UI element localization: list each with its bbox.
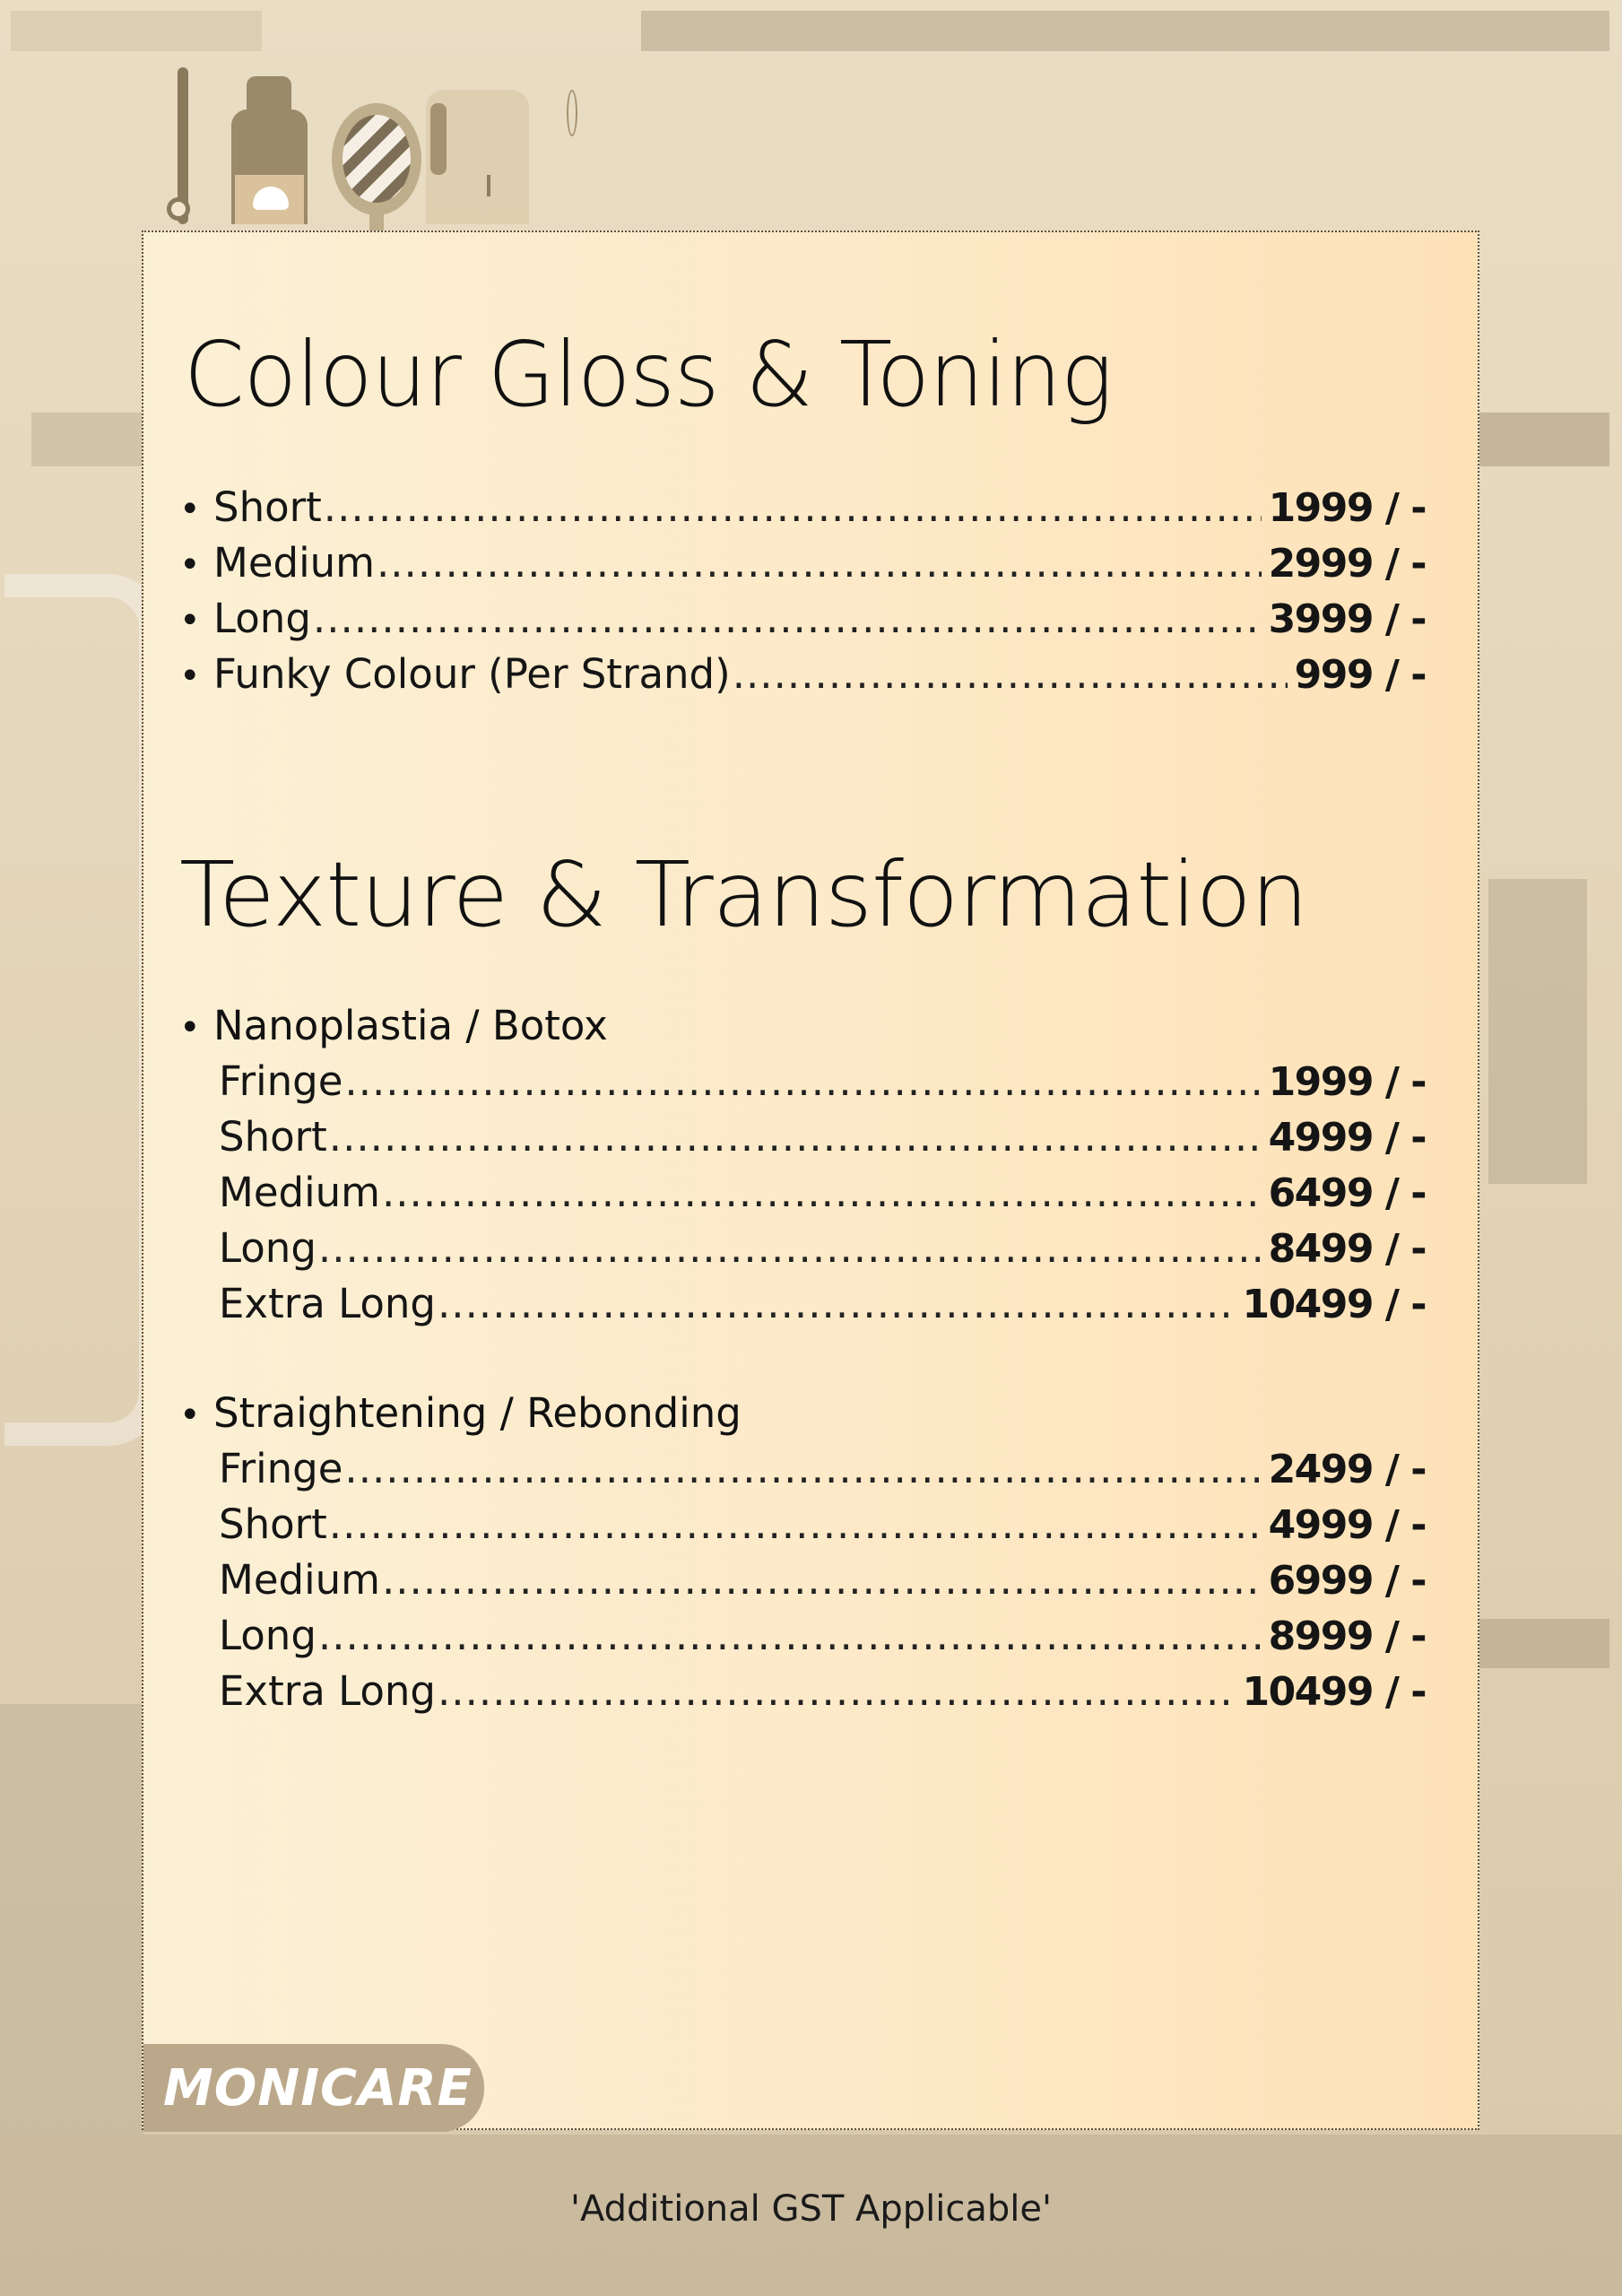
price-row (179, 1667, 1426, 1723)
dot-leader (382, 1169, 1262, 1216)
price-row (179, 650, 1426, 706)
service-label: Long (213, 595, 311, 642)
dot-leader (329, 1500, 1262, 1548)
service-price: 10499 / - (1242, 1669, 1426, 1715)
service-label: Short (219, 1113, 327, 1161)
price-row (179, 595, 1426, 650)
dot-leader (382, 1556, 1262, 1604)
service-label: Extra Long (219, 1280, 436, 1327)
section-title-colour: Colour Gloss & Toning (184, 322, 1113, 427)
service-label: Funky Colour (Per Strand) (213, 650, 731, 698)
dot-leader (733, 650, 1288, 698)
service-label: Medium (219, 1556, 380, 1604)
background-band (1479, 413, 1609, 466)
bottle-cap (247, 76, 291, 112)
service-label: Fringe (219, 1445, 343, 1492)
bullet: • (179, 600, 201, 641)
dot-leader (377, 539, 1262, 587)
service-price: 6999 / - (1268, 1558, 1426, 1604)
price-card (142, 230, 1479, 2130)
service-price: 8499 / - (1268, 1226, 1426, 1272)
price-row (179, 1280, 1426, 1335)
colour-price-list (179, 483, 1426, 706)
mirror-glass (343, 115, 411, 203)
price-row (179, 1057, 1426, 1113)
price-row (179, 1224, 1426, 1280)
price-row (179, 1556, 1426, 1612)
service-label: Extra Long (219, 1667, 436, 1715)
service-label: Long (219, 1612, 317, 1659)
service-label: Short (213, 483, 322, 531)
scissors-ring (167, 197, 190, 221)
bullet: • (179, 1395, 201, 1436)
dot-leader (313, 595, 1262, 642)
service-label: Medium (213, 539, 375, 587)
ring-decoration (567, 90, 577, 136)
dot-leader (438, 1667, 1235, 1715)
service-price: 1999 / - (1268, 485, 1426, 531)
dot-leader (344, 1057, 1261, 1105)
background-band (1479, 1619, 1609, 1668)
service-price: 6499 / - (1268, 1170, 1426, 1216)
dot-leader (318, 1224, 1262, 1272)
service-price: 4999 / - (1268, 1115, 1426, 1161)
service-label: Fringe (219, 1057, 343, 1105)
price-row (179, 1113, 1426, 1169)
background-chair (0, 1704, 143, 2135)
hair-dryer-cord (487, 175, 490, 196)
background-band (31, 413, 143, 466)
bullet: • (179, 544, 201, 586)
group-title (179, 1389, 1426, 1445)
service-label: Long (219, 1224, 317, 1272)
hair-dryer-nozzle (430, 103, 447, 175)
background-mirror (4, 574, 162, 1446)
price-row (179, 1445, 1426, 1500)
group-label: Nanoplastia / Botox (213, 1002, 608, 1049)
bullet: • (179, 489, 201, 530)
service-price: 999 / - (1294, 652, 1426, 698)
price-row (179, 1169, 1426, 1224)
price-row (179, 483, 1426, 539)
service-price: 2499 / - (1268, 1447, 1426, 1492)
background-panel (1488, 879, 1587, 1184)
service-price: 4999 / - (1268, 1502, 1426, 1548)
dot-leader (324, 483, 1262, 531)
group-label: Straightening / Rebonding (213, 1389, 742, 1437)
service-label: Short (219, 1500, 327, 1548)
service-price: 2999 / - (1268, 541, 1426, 587)
service-price: 3999 / - (1268, 596, 1426, 642)
background-shelf (11, 11, 262, 51)
nanoplastia-price-list (179, 1002, 1426, 1335)
brand-logo (143, 2044, 484, 2132)
price-row (179, 1612, 1426, 1667)
price-row (179, 539, 1426, 595)
service-label: Medium (219, 1169, 380, 1216)
dot-leader (344, 1445, 1261, 1492)
gst-note: 'Additional GST Applicable' (569, 2188, 1053, 2230)
dot-leader (318, 1612, 1262, 1659)
salon-tools-decoration (134, 63, 601, 233)
price-row (179, 1500, 1426, 1556)
group-title (179, 1002, 1426, 1057)
dot-leader (438, 1280, 1235, 1327)
service-price: 8999 / - (1268, 1613, 1426, 1659)
background-shelf (641, 11, 1609, 51)
section-title-texture: Texture & Transformation (179, 842, 1308, 947)
dot-leader (329, 1113, 1262, 1161)
service-price: 10499 / - (1242, 1282, 1426, 1327)
brand-name: MONICARE (163, 2058, 473, 2118)
service-price: 1999 / - (1268, 1059, 1426, 1105)
straightening-price-list (179, 1389, 1426, 1723)
bullet: • (179, 656, 201, 697)
bullet: • (179, 1007, 201, 1048)
